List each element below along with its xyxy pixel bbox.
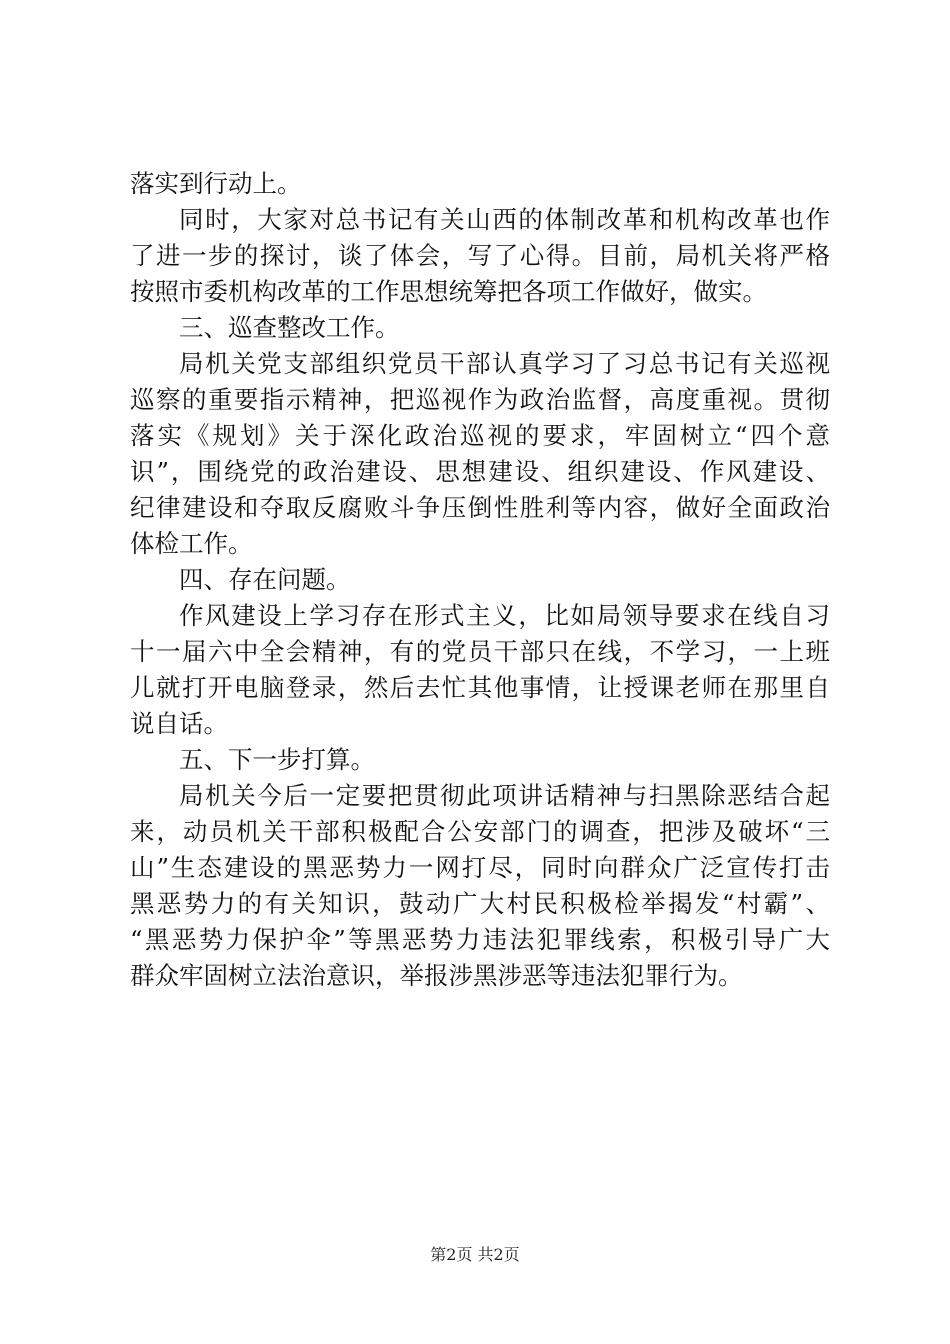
body-text-line: 十一届六中全会精神，有的党员干部只在线，不学习，一上班: [130, 637, 830, 666]
body-text-line: 落实到行动上。: [130, 169, 302, 198]
body-text-line: 儿就打开电脑登录，然后去忙其他事情，让授课老师在那里自: [130, 673, 830, 702]
body-text-line: 局机关今后一定要把贯彻此项讲话精神与扫黑除恶结合起: [179, 781, 830, 810]
body-text-line: 来，动员机关干部积极配合公安部门的调查，把涉及破坏“三: [130, 817, 830, 846]
section-heading: 三、巡查整改工作。: [179, 313, 400, 342]
body-text-line: 同时，大家对总书记有关山西的体制改革和机构改革也作: [179, 205, 830, 234]
body-text-line: 黑恶势力的有关知识，鼓动广大村民积极检举揭发“村霸”、: [130, 889, 830, 918]
section-heading: 五、下一步打算。: [179, 745, 375, 774]
body-text-line: “黑恶势力保护伞”等黑恶势力违法犯罪线索，积极引导广大: [130, 925, 830, 954]
body-text-line: 山”生态建设的黑恶势力一网打尽，同时向群众广泛宣传打击: [130, 853, 830, 882]
body-text-line: 局机关党支部组织党员干部认真学习了习总书记有关巡视: [179, 349, 830, 378]
body-text-line: 体检工作。: [130, 529, 253, 558]
body-text-line: 识”，围绕党的政治建设、思想建设、组织建设、作风建设、: [130, 457, 830, 486]
body-text-line: 说自话。: [130, 709, 228, 738]
section-heading: 四、存在问题。: [179, 565, 351, 594]
body-text-line: 作风建设上学习存在形式主义，比如局领导要求在线自习: [179, 601, 830, 630]
body-text-line: 群众牢固树立法治意识，举报涉黑涉恶等违法犯罪行为。: [130, 961, 743, 990]
body-text-line: 按照市委机构改革的工作思想统筹把各项工作做好，做实。: [130, 277, 767, 306]
body-text-line: 巡察的重要指示精神，把巡视作为政治监督，高度重视。贯彻: [130, 385, 830, 414]
body-text-line: 了进一步的探讨，谈了体会，写了心得。目前，局机关将严格: [130, 241, 830, 270]
body-text-line: 落实《规划》关于深化政治巡视的要求，牢固树立“四个意: [130, 421, 830, 450]
page-number-footer: 第2页 共2页: [430, 1245, 520, 1264]
body-text-line: 纪律建设和夺取反腐败斗争压倒性胜利等内容，做好全面政治: [130, 493, 830, 522]
